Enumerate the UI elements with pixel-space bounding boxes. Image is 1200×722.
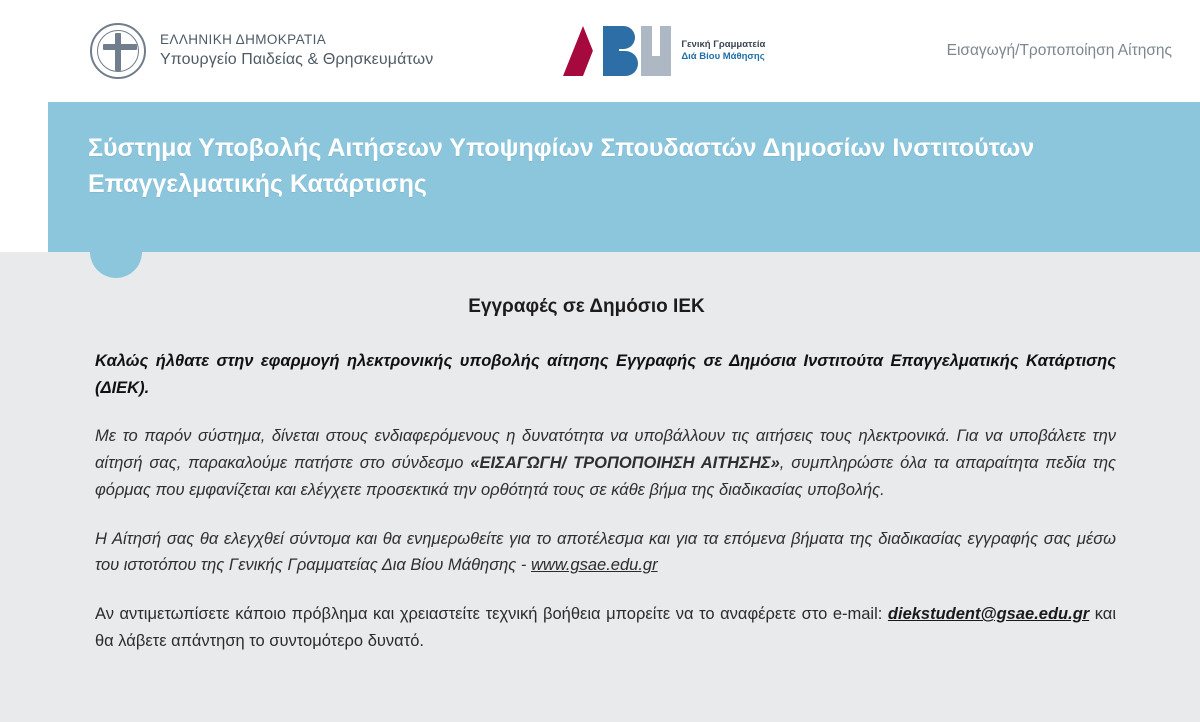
- abm-logo: [563, 22, 765, 80]
- gsae-website-link[interactable]: www.gsae.edu.gr: [531, 556, 658, 575]
- abm-logo-icon: [563, 22, 675, 80]
- application-entry-link[interactable]: Εισαγωγή/Τροποποίηση Αίτησης: [946, 42, 1172, 59]
- page-header: [0, 0, 1200, 102]
- abm-logo-subtitle: [681, 39, 765, 64]
- hellenic-republic-logo: [90, 23, 433, 79]
- ministry-label: [160, 31, 433, 71]
- instructions-emphasis: «ΕΙΣΑΓΩΓΗ/ ΤΡΟΠΟΠΟΙΗΣΗ ΑΙΤΗΣΗΣ»: [470, 454, 780, 473]
- instructions-paragraph: [95, 423, 1158, 503]
- instructions-text-part1: Με το παρόν σύστημα, δίνεται στους ενδιαφερόμενους η δυνατότητα να υποβάλλουν τις αιτήσεις τους ηλεκτρονικά. Για να υποβάλετε την αίτησή σας, παρακαλούμε πατήστε στο σύνδεσμο: [95, 427, 1116, 473]
- support-text-part1: Αν αντιμετωπίσετε κάποιο πρόβλημα και χρειαστείτε τεχνική βοήθεια μπορείτε να το αναφέρετε στο e-mail:: [95, 605, 888, 624]
- instructions-text-part2: , συμπληρώστε όλα τα απαραίτητα πεδία της φόρμας που εμφανίζεται και ελέγχετε προσεκτικά την ορθότητά τους σε κάθε βήμα της διαδικασίας υποβολής.: [95, 454, 1117, 499]
- banner: [48, 102, 1200, 252]
- hellenic-republic-emblem-icon: [90, 23, 146, 79]
- support-email-link[interactable]: diekstudent@gsae.edu.gr: [887, 605, 1090, 624]
- republic-label: ΕΛΛΗΝΙΚΗ ΔΗΜΟΚΡΑΤΙΑ: [160, 32, 327, 48]
- ministry-name: Υπουργείο Παιδείας & Θρησκευμάτων: [160, 51, 434, 69]
- page-title: Σύστημα Υποβολής Αιτήσεων Υποψηφίων Σπουδαστών Δημοσίων Ινστιτούτων Επαγγελματικής Κατάρτισης: [88, 134, 1035, 199]
- welcome-paragraph: Καλώς ήλθατε στην εφαρμογή ηλεκτρονικής υποβολής αίτησης Εγγραφής σε Δημόσια Ινστιτούτα Επαγγελματικής Κατάρτισης (ΔΙΕΚ).: [95, 352, 1116, 397]
- review-paragraph: [95, 526, 1158, 579]
- banner-region: [0, 102, 1200, 252]
- review-text: Η Αίτησή σας θα ελεγχθεί σύντομα και θα ενημερωθείτε για το αποτέλεσμα και για τα επόμενα βήματα της διαδικασίας εγγραφής σας μέσω του ιστοτόπου της Γενικής Γραμματείας Δια Βίου Μάθησης -: [95, 529, 1116, 575]
- main-content: [0, 252, 1200, 722]
- support-text-part2: και θα λάβετε απάντηση το συντομότερο δυνατό.: [95, 605, 1117, 650]
- abm-subtitle-line1: Γενική Γραμματεία: [681, 38, 766, 50]
- support-paragraph: [95, 601, 1158, 654]
- content-heading: Εγγραφές σε Δημόσιο ΙΕΚ: [468, 296, 705, 317]
- abm-subtitle-line2: Διά Βίου Μάθησης: [681, 51, 765, 62]
